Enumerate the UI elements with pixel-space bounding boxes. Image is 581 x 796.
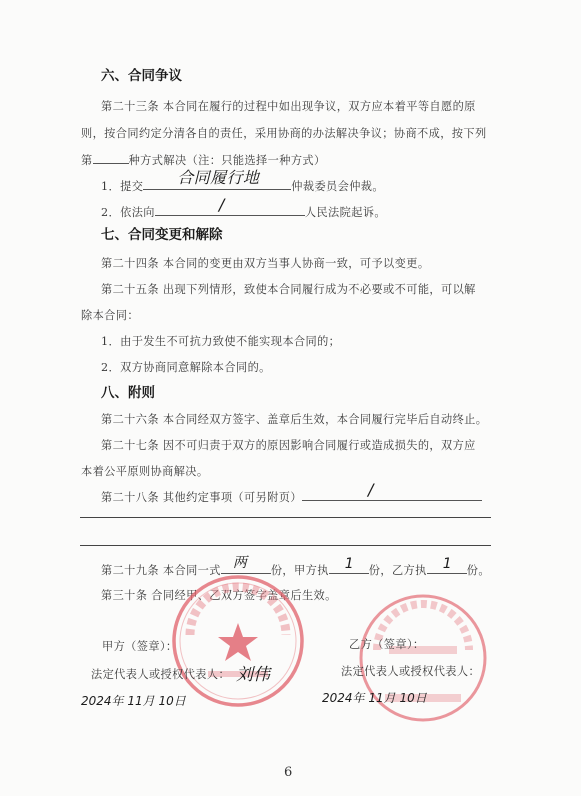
- option-1-blank: [143, 168, 291, 190]
- article-28-prefix: 第二十八条 其他约定事项（可另附页）: [101, 491, 302, 504]
- article-25-line-2: 除本合同：: [81, 309, 139, 322]
- section-6-title: 六、合同争议: [101, 68, 182, 84]
- party-a-copies-blank: [329, 556, 369, 574]
- article-30: 第三十条 合同经甲、乙双方签字盖章后生效。: [101, 589, 337, 602]
- party-b-copies-handwriting: 1: [442, 556, 453, 572]
- method-number-blank: [93, 151, 129, 164]
- article-28-line: [101, 480, 482, 505]
- article-29-mid-1: 份，甲方执: [270, 564, 329, 577]
- option-1-line: [101, 168, 384, 194]
- party-b-date: 2024年 11月 10日: [322, 691, 427, 705]
- article-27-line-2: 本着公平原则协商解决。: [81, 465, 209, 478]
- section-8-title: 八、附则: [101, 385, 155, 401]
- article-29-line: [101, 555, 490, 578]
- article-29-suffix: 份。: [466, 564, 490, 577]
- article-23-line-1: 第二十三条 本合同在履行的过程中如出现争议，双方应本着平等自愿的原: [101, 100, 476, 113]
- termination-item-2: 2．双方协商同意解除本合同的。: [101, 361, 271, 374]
- option-2-prefix: 2．依法向: [101, 206, 155, 219]
- copies-handwriting: 两: [232, 555, 248, 571]
- copies-blank: [221, 555, 271, 574]
- termination-item-1: 1．由于发生不可抗力致使不能实现本合同的；: [101, 335, 341, 348]
- option-2-blank: [155, 195, 305, 216]
- option-2-suffix: 人民法院起诉。: [304, 206, 386, 219]
- option-1-suffix: 仲裁委员会仲裁。: [291, 180, 384, 193]
- article-27-line-1: 第二十七条 因不可归责于双方的原因影响合同履行或造成损失的，双方应: [101, 439, 476, 452]
- option-1-prefix: 1．提交: [101, 180, 144, 193]
- party-b-label: 乙方（签章）：: [349, 638, 425, 651]
- party-b-copies-blank: [427, 556, 467, 574]
- party-a-rep-label: 法定代表人或授权代表人：: [91, 668, 231, 681]
- option-2-line: [101, 195, 386, 220]
- article-23-line-2: 则，按合同约定分清各自的责任，采用协商的办法解决争议；协商不成，按下列: [81, 127, 487, 140]
- blank-rule-2: [80, 545, 491, 546]
- article-23-prefix: 第: [81, 154, 93, 167]
- party-b-rep-label: 法定代表人或授权代表人：: [341, 665, 481, 678]
- article-28-blank: [302, 480, 482, 501]
- page-number: 6: [284, 765, 293, 780]
- section-7-title: 七、合同变更和解除: [101, 227, 223, 243]
- article-28-handwriting: /: [367, 480, 374, 499]
- blank-rule-1: [80, 517, 491, 518]
- party-a-label: 甲方（签章）：: [102, 640, 178, 653]
- party-a-copies-handwriting: 1: [344, 556, 355, 572]
- article-29-prefix: 第二十九条 本合同一式: [101, 564, 221, 577]
- article-26: 第二十六条 本合同经双方签字、盖章后生效，本合同履行完毕后自动终止。: [101, 413, 488, 426]
- article-24: 第二十四条 本合同的变更由双方当事人协商一致，可予以变更。: [101, 257, 430, 270]
- article-29-mid-2: 份，乙方执: [368, 564, 427, 577]
- party-a-date: 2024年 11月 10日: [81, 694, 186, 708]
- party-a-signature: 刘伟: [236, 665, 270, 685]
- article-23-suffix: 种方式解决（注：只能选择一种方式）: [128, 154, 326, 167]
- option-2-handwriting: /: [218, 195, 225, 214]
- option-1-handwriting: 合同履行地: [177, 168, 260, 187]
- article-25-line-1: 第二十五条 出现下列情形，致使本合同履行成为不必要或不可能，可以解: [101, 283, 476, 296]
